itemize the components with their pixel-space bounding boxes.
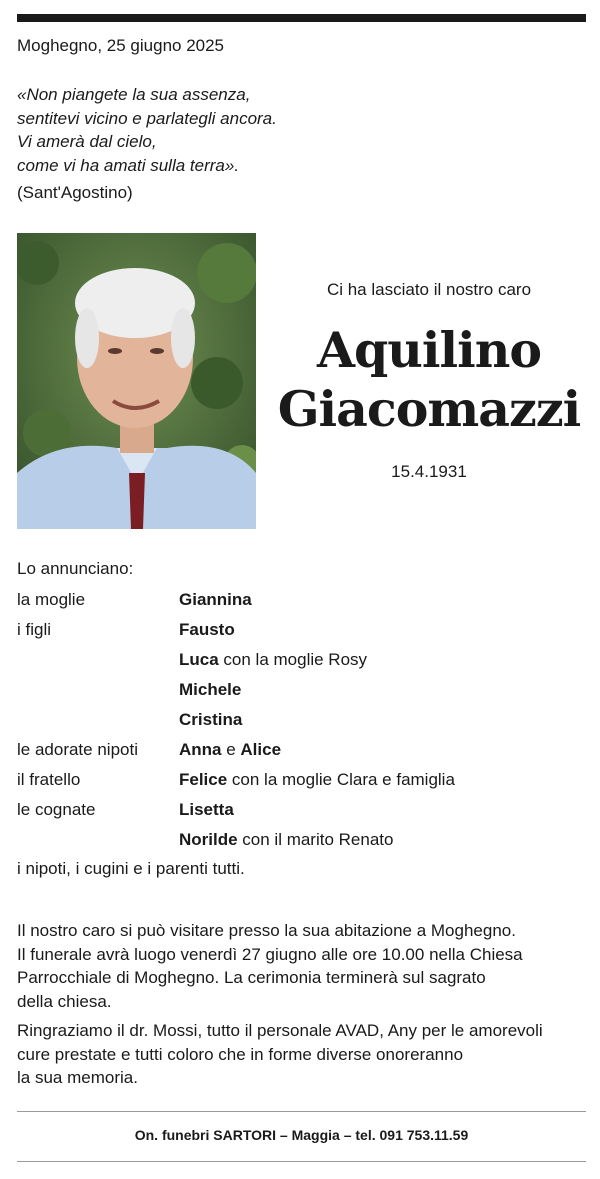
announcer-name: Alice [240, 740, 282, 759]
relation-label: il fratello [17, 770, 81, 789]
announcer-name: Norilde [179, 830, 238, 849]
birth-date: 15.4.1931 [391, 462, 467, 481]
paragraph-line: della chiesa. [17, 991, 112, 1011]
footer-rule-bottom [17, 1161, 586, 1162]
announcer-row [17, 707, 587, 737]
deceased-first-name: Aquilino [316, 321, 542, 379]
visit-funeral-paragraph [17, 919, 523, 1013]
funeral-home-footer: On. funebri SARTORI – Maggia – tel. 091 753.11.59 [134, 1127, 469, 1143]
thanks-paragraph [17, 1019, 543, 1090]
footer-rule-top [17, 1111, 586, 1112]
quote-source: (Sant'Agostino) [17, 183, 133, 202]
announcer-name: Lisetta [179, 800, 234, 819]
announcer-name: Luca [179, 650, 219, 669]
paragraph-line: Parrocchiale di Moghegno. La cerimonia terminerà sul sagrato [17, 968, 486, 987]
portrait-photo [17, 233, 256, 529]
announcer-names [179, 587, 252, 613]
announcer-row [17, 617, 587, 647]
announcer-name: Felice [179, 770, 228, 789]
quote-line: Vi amerà dal cielo, [17, 132, 157, 151]
announcer-row [17, 827, 587, 857]
quote-line: «Non piangete la sua assenza, [17, 85, 251, 104]
announcer-names [179, 767, 455, 793]
announcer-names [179, 797, 234, 823]
intro-text: Ci ha lasciato il nostro caro [326, 280, 532, 299]
paragraph-line: Il nostro caro si può visitare presso la sua abitazione a Moghegno. [17, 921, 516, 940]
top-rule [17, 14, 586, 22]
announcer-extra: con la moglie Rosy [218, 650, 368, 669]
deceased-last-name: Giacomazzi [277, 380, 581, 438]
relation-label: i figli [17, 620, 52, 639]
announcer-row [17, 677, 587, 707]
announcer-row [17, 767, 587, 797]
announcer-names [179, 737, 281, 763]
announcers-heading: Lo annunciano: [17, 559, 134, 578]
relation-label: le cognate [17, 800, 96, 819]
announcer-name: Fausto [179, 620, 235, 639]
announcer-names [179, 707, 242, 733]
announcers-list [17, 587, 587, 857]
dateline: Moghegno, 25 giugno 2025 [17, 36, 225, 55]
paragraph-line: cure prestate e tutti coloro che in forme diverse onoreranno [17, 1044, 464, 1064]
relation-label: la moglie [17, 590, 86, 609]
announcer-names [179, 827, 393, 853]
announcer-name: Giannina [179, 590, 252, 609]
announcer-names [179, 677, 241, 703]
relation-label: le adorate nipoti [17, 740, 138, 759]
announcer-names [179, 617, 235, 643]
paragraph-line: Ringraziamo il dr. Mossi, tutto il personale AVAD, Any per le amorevoli [17, 1021, 543, 1040]
quote-line: sentitevi vicino e parlategli ancora. [17, 108, 277, 128]
paragraph-line: Il funerale avrà luogo venerdì 27 giugno alle ore 10.00 nella Chiesa [17, 944, 523, 964]
announcer-row [17, 647, 587, 677]
quote-line: come vi ha amati sulla terra». [17, 155, 240, 175]
announcer-name: Michele [179, 680, 242, 699]
closing-relatives: i nipoti, i cugini e i parenti tutti. [17, 859, 245, 878]
announcer-row [17, 587, 587, 617]
paragraph-line: la sua memoria. [17, 1068, 138, 1087]
announcer-names [179, 647, 367, 673]
epigraph-quote [17, 83, 277, 177]
announcer-conjunction: e [221, 740, 241, 759]
announcer-extra: con la moglie Clara e famiglia [227, 770, 455, 789]
announcer-extra: con il marito Renato [237, 830, 394, 849]
announcer-name: Cristina [179, 710, 243, 729]
announcer-row [17, 797, 587, 827]
announcer-name: Anna [179, 740, 222, 759]
announcer-row [17, 737, 587, 767]
